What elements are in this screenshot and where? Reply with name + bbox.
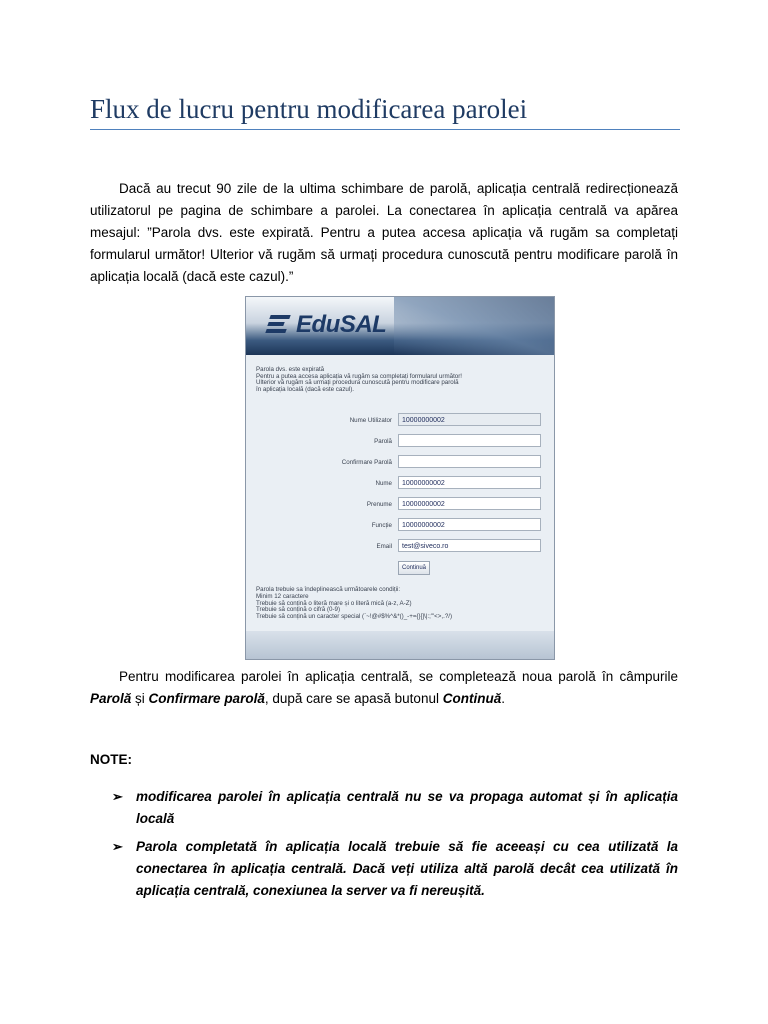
list-item [90, 836, 678, 902]
lastname-label: Nume [375, 480, 392, 487]
instruction-text: , după care se apasă butonul [264, 691, 443, 706]
confirm-password-row [246, 455, 554, 470]
confirm-password-label: Confirmare Parolă [341, 459, 392, 466]
expired-message-line: Pentru a putea accesa aplicația vă rugăm sa completați formularul următor! [256, 372, 463, 380]
firstname-row [246, 497, 554, 512]
note-text: Parola completată în aplicația locală trebuie să fie aceeași cu cea utilizată la conectarea în aplicația centrală. Dacă veți utiliza altă parolă decât cea utilizată în aplicația centrală, conexiunea la server va fi nereușită. [136, 839, 678, 898]
firstname-label: Prenume [366, 501, 392, 508]
arrow-bullet-icon: ➢ [112, 839, 123, 854]
document-title: Flux de lucru pentru modificarea parolei [90, 92, 680, 130]
password-rule: Trebuie să conțină un caracter special (`~!@#$%^&*()_-+={}[]\|:;"'<>,.?/) [256, 613, 453, 621]
note-text: modificarea parolei în aplicația centrală nu se va propaga automat și în aplicația locală [136, 789, 678, 826]
edusal-banner [246, 297, 554, 355]
username-field[interactable]: 10000000002 [398, 413, 541, 426]
email-label: Email [376, 543, 392, 550]
confirm-password-field[interactable] [398, 455, 541, 468]
expired-message-line: Parola dvs. este expirată [256, 366, 325, 373]
email-row [246, 539, 554, 554]
edusal-logo-text: EduSAL [296, 311, 387, 338]
instruction-bold-continue: Continuă [442, 691, 502, 706]
password-rule: Minim 12 caractere [256, 592, 309, 600]
edusal-screenshot [245, 296, 555, 660]
instruction-text: și [131, 691, 149, 706]
instruction-paragraph [90, 666, 678, 710]
expired-message-line: Ulterior vă rugăm să urmați procedura cunoscută pentru modificare parolă [256, 379, 459, 387]
edusal-logo-icon [268, 315, 290, 333]
password-rule: Trebuie să conțină o literă mare și o literă mică (a-z, A-Z) [256, 599, 412, 607]
banner-swoosh [394, 297, 554, 355]
firstname-field[interactable]: 10000000002 [398, 497, 541, 510]
arrow-bullet-icon: ➢ [112, 789, 123, 804]
function-field[interactable]: 10000000002 [398, 518, 541, 531]
password-row [246, 434, 554, 449]
instruction-bold-password: Parolă [90, 691, 132, 706]
email-field[interactable]: test@siveco.ro [398, 539, 541, 552]
expired-message [256, 367, 546, 393]
username-label: Nume Utilizator [349, 417, 392, 424]
password-label: Parolă [374, 438, 392, 445]
password-rule: Trebuie să conțină o cifră (0-9) [256, 606, 341, 614]
function-label: Funcție [371, 522, 392, 529]
instruction-text: Pentru modificarea parolei în aplicația centrală, se completează noua parolă în câmpurile [119, 669, 678, 684]
username-row [246, 413, 554, 428]
expired-message-line: în aplicația locală (dacă este cazul). [256, 385, 355, 393]
screenshot-footer [246, 631, 554, 659]
instruction-text: . [501, 691, 505, 706]
notes-list [90, 786, 678, 908]
notes-heading: NOTE: [90, 752, 132, 767]
lastname-row [246, 476, 554, 491]
lastname-field[interactable]: 10000000002 [398, 476, 541, 489]
instruction-bold-confirm: Confirmare parolă [148, 691, 265, 706]
list-item [90, 786, 678, 830]
function-row [246, 518, 554, 533]
password-rule: Parola trebuie sa îndeplinească următoarele condiții: [256, 586, 401, 593]
continue-button[interactable]: Continuă [398, 561, 430, 575]
password-rules [256, 587, 546, 621]
password-field[interactable] [398, 434, 541, 447]
intro-paragraph: Dacă au trecut 90 zile de la ultima schimbare de parolă, aplicația centrală redirecționează utilizatorul pe pagina de schimbare a parolei. La conectarea în aplicația centrală va apărea mesajul: ”Parola dvs. este expirată. Pentru a putea accesa aplicația vă rugăm sa completați formularul următor! Ulterior vă rugăm să urmați procedura cunoscută pentru modificare parolă în aplicația locală (dacă este cazul).” [90, 181, 678, 284]
